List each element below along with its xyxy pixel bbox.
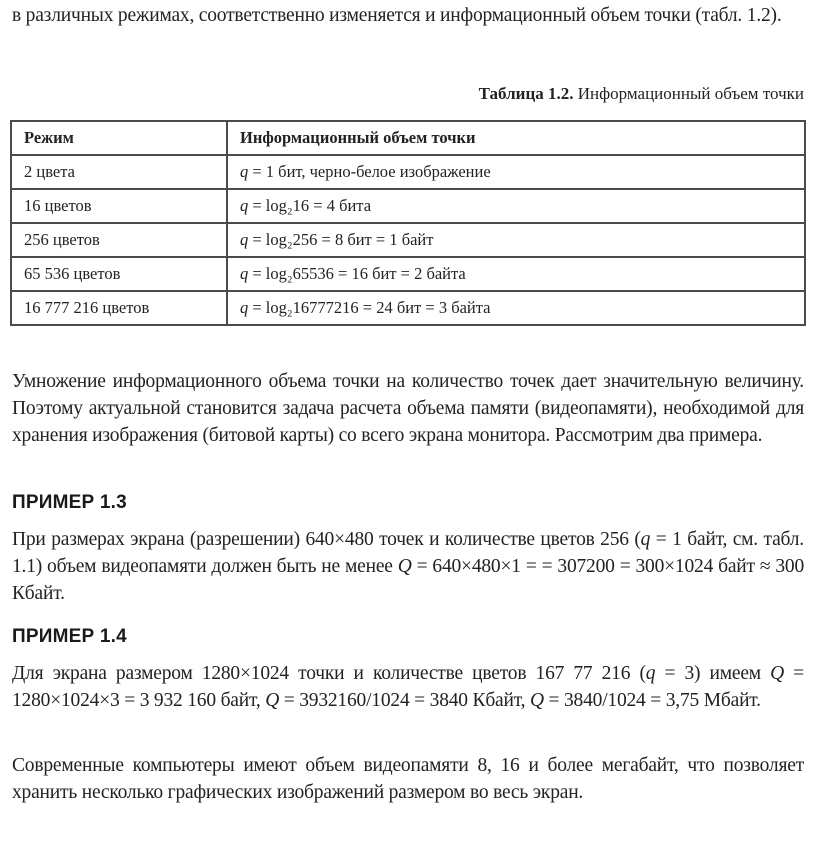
table-row <box>11 223 805 257</box>
table-row <box>11 189 805 223</box>
cell-value: q = log₂16777216 = 24 бит = 3 байта <box>227 291 805 325</box>
intro-paragraph: в различных режимах, соответственно изменяется и информационный объем точки (табл. 1.2). <box>12 5 782 26</box>
table-caption-title: Информационный объем точки <box>573 84 804 103</box>
table-row <box>11 291 805 325</box>
cell-value: q = 1 бит, черно-белое изображение <box>227 155 805 189</box>
example-1-3-text: При размерах экрана (разрешении) 640×480 точек и количестве цветов 256 (q = 1 байт, см. табл. 1.1) объем видеопамяти должен быть не менее Q = 640×480×1 = = 307200 = 300×1024 байт ≈ 300 Кбайт. <box>12 529 804 604</box>
cell-mode: 16 777 216 цветов <box>11 291 227 325</box>
example-1-4-text: Для экрана размером 1280×1024 точки и количестве цветов 167 77 216 (q = 3) имеем Q = 1280×1024×3 = 3 932 160 байт, Q = 3932160/1024 = 3840 Кбайт, Q = 3840/1024 = 3,75 Мбайт. <box>12 663 804 711</box>
cell-value: q = log₂256 = 8 бит = 1 байт <box>227 223 805 257</box>
cell-mode: 2 цвета <box>11 155 227 189</box>
table-row <box>11 257 805 291</box>
example-1-3-heading: ПРИМЕР 1.3 <box>12 492 127 513</box>
header-mode: Режим <box>11 121 227 155</box>
table-caption <box>479 84 804 104</box>
cell-mode: 256 цветов <box>11 223 227 257</box>
table-caption-label: Таблица 1.2. <box>478 84 574 103</box>
info-volume-table <box>10 120 806 326</box>
final-paragraph: Современные компьютеры имеют объем видеопамяти 8, 16 и более мегабайт, что позволяет хранить несколько графических изображений размером во весь экран. <box>12 755 804 803</box>
header-info-volume: Информационный объем точки <box>227 121 805 155</box>
cell-mode: 65 536 цветов <box>11 257 227 291</box>
table-row <box>11 155 805 189</box>
table-header-row <box>11 121 805 155</box>
example-1-4-heading: ПРИМЕР 1.4 <box>12 626 127 647</box>
main-paragraph: Умножение информационного объема точки на количество точек дает значительную величину. Поэтому актуальной становится задача расчета объема памяти (видеопамяти), необходимой для хранения изображения (битовой карты) со всего экрана монитора. Рассмотрим два примера. <box>12 371 804 446</box>
cell-value: q = log₂16 = 4 бита <box>227 189 805 223</box>
cell-mode: 16 цветов <box>11 189 227 223</box>
cell-value: q = log₂65536 = 16 бит = 2 байта <box>227 257 805 291</box>
